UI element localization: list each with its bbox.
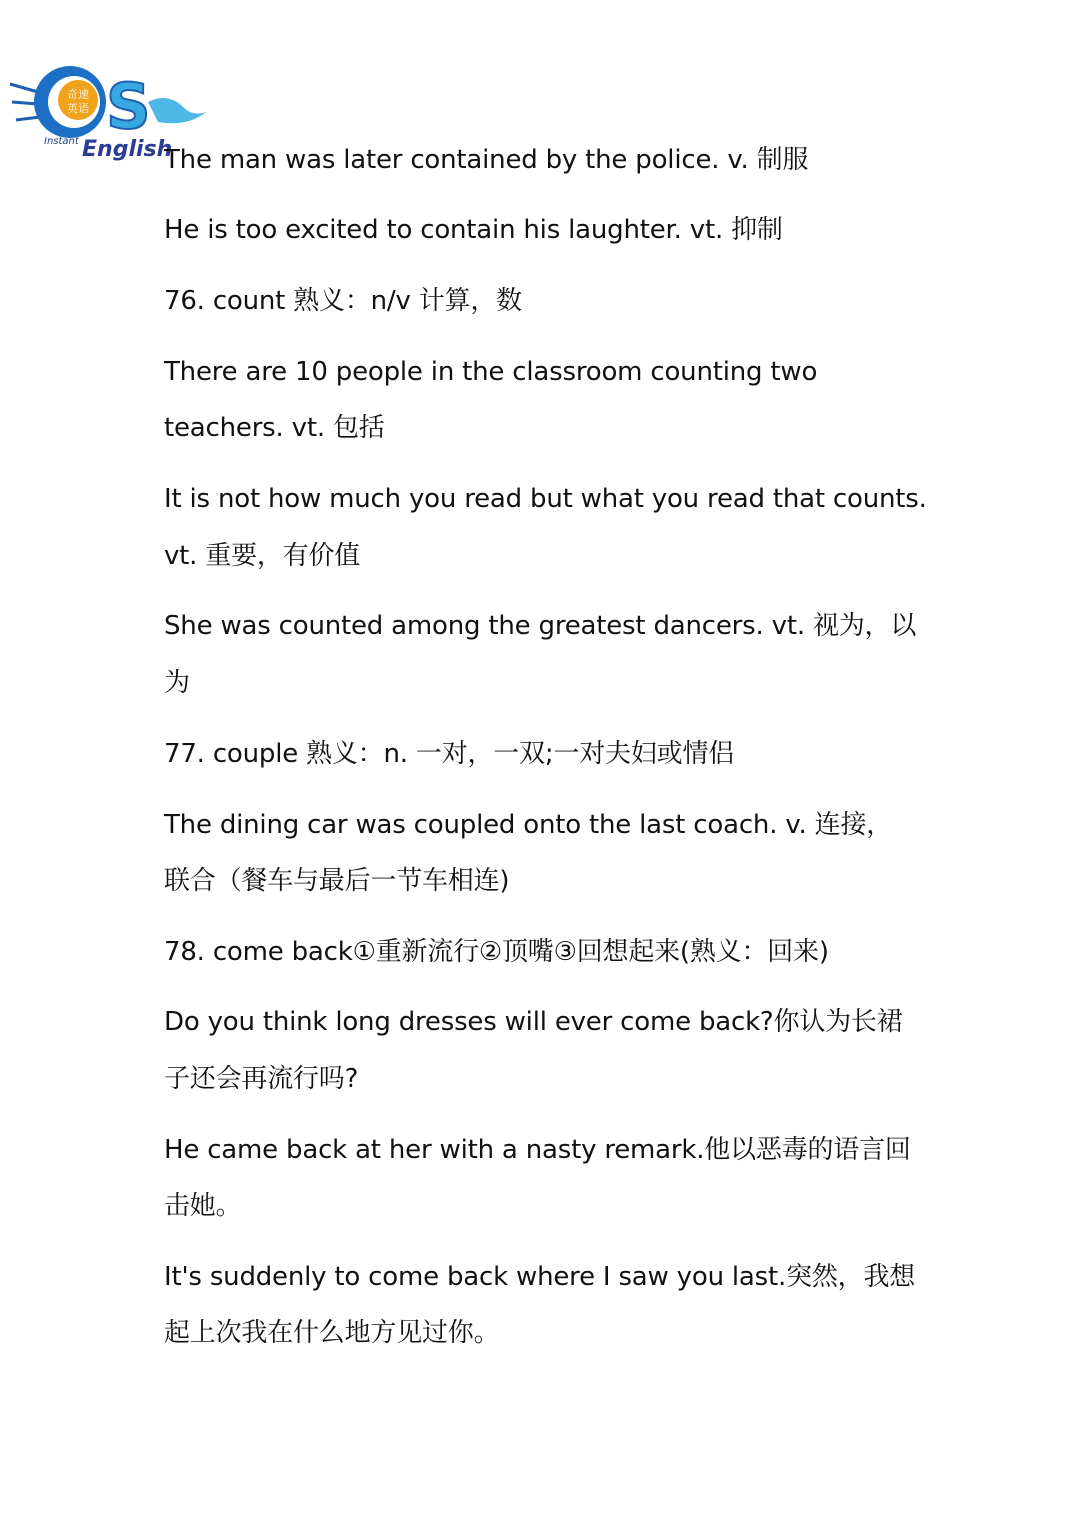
- text-line: The man was later contained by the police. v. 制服: [164, 145, 809, 175]
- text-line: 为: [164, 668, 190, 698]
- svg-text:奇速: 奇速: [67, 88, 89, 101]
- text-line: The dining car was coupled onto the last coach. v. 连接，: [164, 810, 893, 840]
- svg-text:Instant: Instant: [44, 136, 79, 147]
- text-line: It's suddenly to come back where I saw you last.突然，我想: [164, 1262, 916, 1292]
- text-line: She was counted among the greatest dancers. vt. 视为，以: [164, 611, 917, 641]
- text-line: teachers. vt. 包括: [164, 413, 385, 443]
- text-line: vt. 重要，有价值: [164, 541, 361, 571]
- entry-heading-couple: 77. couple 熟义：n. 一对，一双;一对夫妇或情侣: [164, 739, 735, 769]
- svg-text:English: English: [82, 137, 173, 162]
- svg-text:英语: 英语: [67, 102, 89, 115]
- text-line: 起上次我在什么地方见过你。: [164, 1318, 500, 1348]
- text-line: Do you think long dresses will ever come back?你认为长裙: [164, 1007, 903, 1037]
- text-line: 联合（餐车与最后一节车相连): [164, 866, 510, 896]
- text-line: 子还会再流行吗?: [164, 1064, 359, 1094]
- entry-heading-count: 76. count 熟义：n/v 计算，数: [164, 286, 522, 316]
- entry-heading-come-back: 78. come back①重新流行②顶嘴③回想起来(熟义：回来): [164, 937, 829, 967]
- svg-text:S: S: [106, 70, 151, 143]
- text-line: There are 10 people in the classroom counting two: [164, 357, 818, 387]
- text-line: He came back at her with a nasty remark.他以恶毒的语言回: [164, 1135, 911, 1165]
- text-line: It is not how much you read but what you read that counts.: [164, 484, 927, 514]
- text-line: 击她。: [164, 1191, 242, 1221]
- text-line: He is too excited to contain his laughter. vt. 抑制: [164, 215, 783, 245]
